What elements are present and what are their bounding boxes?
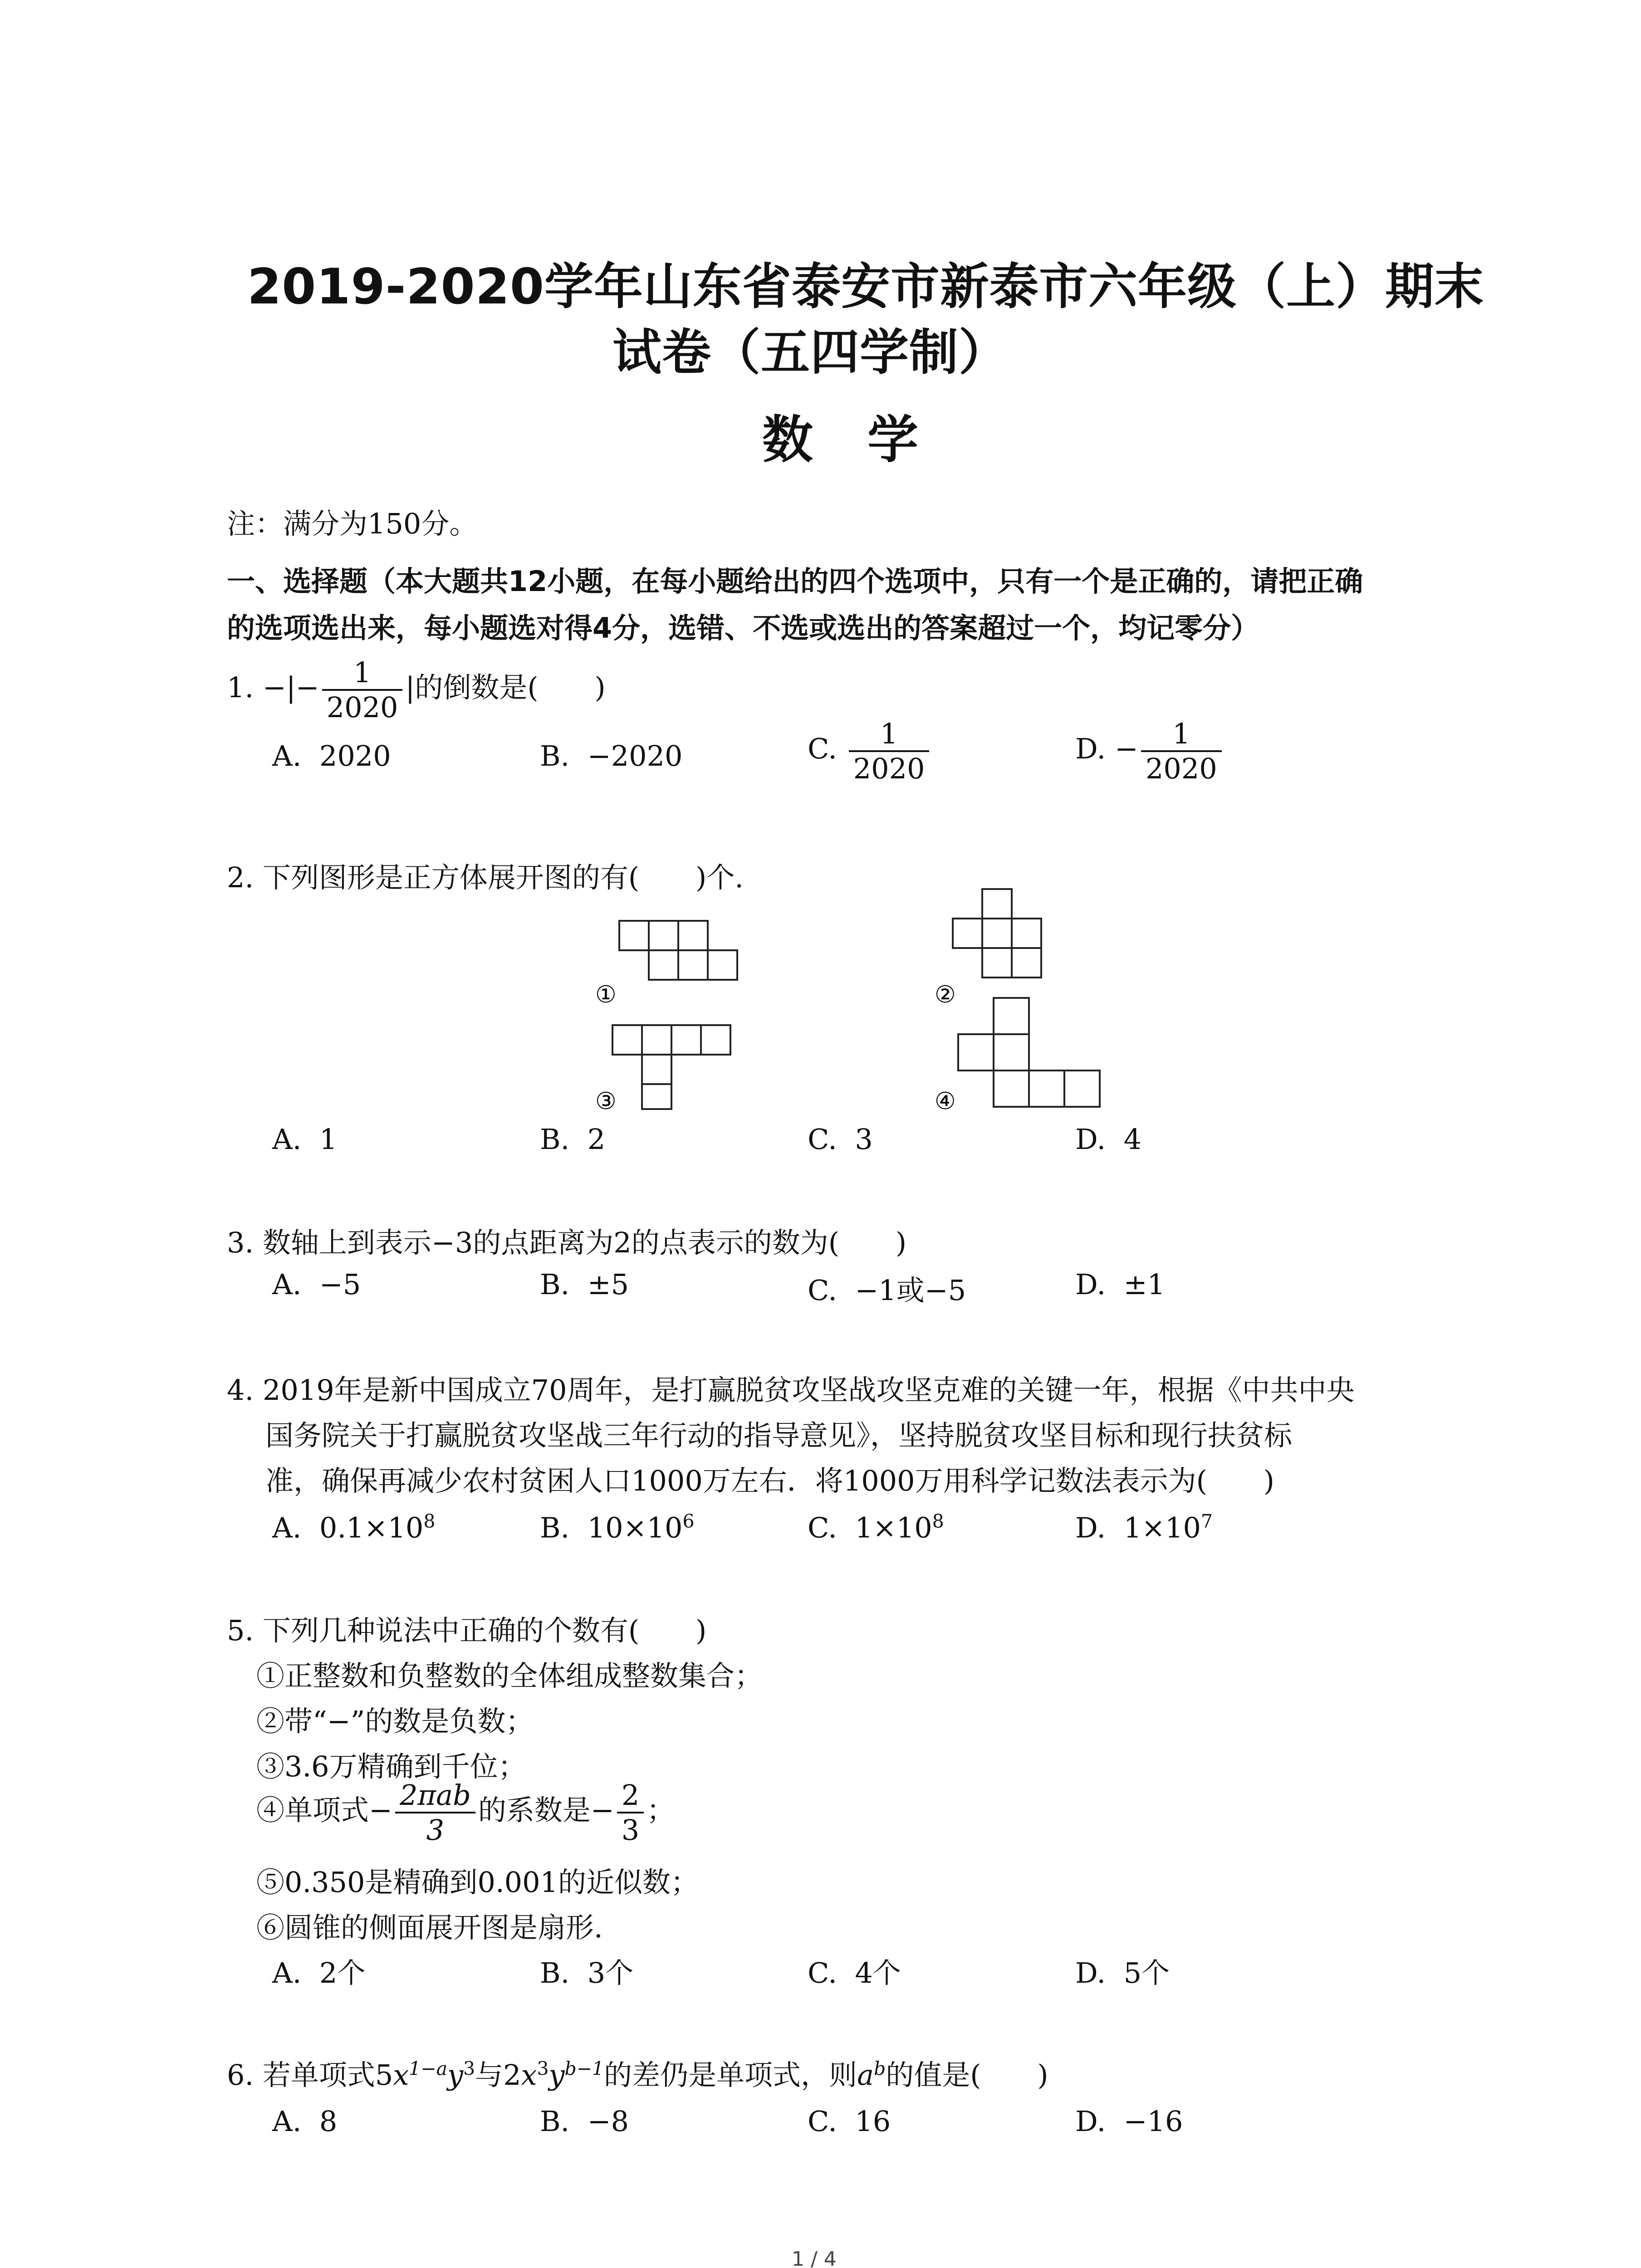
statement-3: ③3.6万精确到千位； [256,1750,526,1783]
statement-text: ； [647,1794,675,1827]
exam-title-line1: 2019-2020学年山东省泰安市新泰市六年级（上）期末 [247,259,1484,315]
cube-net-3 [590,1016,753,1129]
net-square [994,998,1029,1034]
fraction-numerator: 2 [617,1780,644,1813]
question-text: 的值是( ) [886,2058,1048,2092]
net-square [994,1034,1029,1070]
option-text: −8 [587,2105,629,2138]
question-number: 5. [227,1614,254,1647]
option-fraction [849,717,930,786]
option-text: −16 [1123,2105,1183,2138]
option-text: 2 [587,1123,606,1156]
option-label: A. [272,1123,302,1156]
q1-suffix: |的倒数是( ) [405,671,606,704]
net-square [982,919,1012,948]
option-text: ±5 [587,1268,629,1301]
option-label: A. [272,1511,302,1545]
cube-net-2 [930,885,1093,1012]
exam-title-line2: 试卷（五四学制） [612,324,1009,381]
option-label: B. [540,1511,570,1545]
question-5 [227,1608,706,1648]
option-label: A. [272,1268,302,1301]
option-text: 3 [855,1123,873,1156]
option-label: A. [272,2105,302,2138]
q1-option-b[interactable] [540,739,682,772]
q6-option-b[interactable] [540,2105,629,2138]
net-square [982,948,1012,978]
net-square [642,1055,671,1084]
exponent: b [874,2058,886,2080]
q5-option-b[interactable] [540,1950,633,1991]
net-square [619,921,649,950]
variable-x: x [393,2058,409,2092]
net-square [649,950,678,980]
option-text: 1×10 [855,1511,932,1545]
option-sign: − [1114,732,1138,766]
statement-text: 的系数是− [478,1794,614,1827]
option-text: 4个 [855,1956,901,1989]
option-label: B. [540,2105,570,2138]
statement-6: ⑥圆锥的侧面展开图是扇形. [256,1911,603,1944]
option-exponent: 8 [932,1510,944,1532]
question-number: 1. [227,671,254,704]
q1-prefix: −|− [262,671,319,704]
option-text: 16 [855,2105,891,2138]
question-4-line2: 国务院关于打赢脱贫攻坚战三年行动的指导意见》，坚持脱贫攻坚目标和现行扶贫标 [265,1419,1293,1452]
option-label: B. [540,1123,570,1156]
question-6 [227,2053,1048,2093]
net-square [958,1034,994,1070]
option-label: D. [1075,1956,1106,1989]
net-square [649,921,678,950]
option-exponent: 8 [423,1510,436,1532]
net-square [612,1025,642,1055]
q5-option-d[interactable] [1075,1950,1170,1991]
option-label: B. [540,1956,570,1989]
net-square [1064,1070,1100,1107]
question-1 [227,658,606,722]
fraction-denominator: 2020 [1145,752,1217,786]
exponent: b−1 [564,2058,604,2080]
page-number: 1 / 4 [792,2248,837,2268]
q4-option-d[interactable] [1075,1510,1213,1545]
statement-text: ④单项式− [256,1794,392,1827]
option-text: −2020 [587,739,683,772]
section-heading-line2: 的选项选出来，每小题选对得4分，选错、不选或选出的答案超过一个，均记零分） [227,611,1259,645]
option-label: D. [1075,2105,1106,2138]
option-label: D. [1075,1268,1106,1301]
option-text: 10×10 [587,1511,683,1545]
variable-a: a [857,2058,874,2092]
question-text: 下列图形是正方体展开图的有( )个. [262,861,744,894]
net-square [678,950,708,980]
net-square [642,1084,671,1109]
net-square [1012,948,1041,978]
option-text: 4 [1123,1123,1142,1156]
option-label: C. [808,1274,837,1307]
option-label: C. [808,2105,837,2138]
option-label: C. [808,1511,837,1545]
net-square [1029,1070,1064,1107]
q5-option-a[interactable] [272,1950,365,1991]
net-label-4: ④ [935,1088,956,1115]
q3-option-b[interactable] [540,1268,629,1301]
fraction-denominator: 2020 [853,752,925,786]
option-label: D. [1075,1511,1106,1545]
question-number: 4. [227,1374,254,1407]
exponent: 1−a [409,2058,447,2080]
monomial-fraction [395,1780,475,1845]
q2-option-d[interactable] [1075,1123,1141,1156]
option-text: −1或−5 [855,1274,966,1307]
coefficient-fraction [617,1780,644,1845]
question-text: 的差仍是单项式，则 [604,2058,857,2092]
net-square [671,1025,701,1055]
question-3 [227,1220,906,1261]
q3-option-a[interactable] [272,1268,361,1301]
question-text: 若单项式5 [262,2058,393,2092]
question-text: 与2 [475,2058,521,2092]
net-square [701,1025,730,1055]
variable-y: y [549,2058,565,2092]
net-square [642,1025,671,1055]
option-text: −5 [319,1268,361,1301]
option-text: 1×10 [1123,1511,1201,1545]
q6-option-d[interactable] [1075,2105,1183,2138]
exponent: 3 [537,2058,549,2080]
q4-option-c[interactable] [808,1510,944,1545]
question-number: 3. [227,1226,254,1259]
question-number: 6. [227,2058,254,2092]
net-label-2: ② [935,981,956,1008]
question-2 [227,855,744,895]
q1-fraction [322,658,403,722]
q4-option-a[interactable] [272,1510,435,1545]
net-label-1: ① [595,981,617,1008]
option-text: 0.1×10 [319,1511,424,1545]
fraction-denominator: 3 [621,1813,640,1847]
net-square [1012,919,1041,948]
statement-4 [256,1780,675,1845]
q3-option-c[interactable] [808,1268,966,1308]
option-text: 2个 [319,1956,366,1989]
q3-option-d[interactable] [1075,1268,1165,1301]
question-text: 下列几种说法中正确的个数有( ) [262,1614,707,1647]
cube-net-4 [930,993,1102,1125]
subject-title: 数学 [762,411,973,469]
option-text: 1 [319,1123,338,1156]
question-number: 2. [227,861,254,894]
fraction-numerator: 1 [849,719,930,752]
option-label: D. [1075,1123,1106,1156]
option-label: B. [540,1268,570,1301]
option-label: C. [808,1956,837,1989]
fraction-denominator: 3 [426,1813,445,1847]
q2-option-a[interactable] [272,1123,337,1156]
net-square [708,950,737,980]
option-label: A. [272,739,302,772]
variable-x: x [521,2058,537,2092]
option-label: B. [540,739,570,772]
q5-option-c[interactable] [808,1950,901,1991]
q1-option-c[interactable] [808,717,932,786]
question-4 [227,1368,1355,1408]
q6-option-a[interactable] [272,2105,337,2138]
fraction-numerator: 2πab [395,1780,475,1813]
option-text: 8 [319,2105,338,2138]
section-heading-line1: 一、选择题（本大题共12小题，在每小题给出的四个选项中，只有一个是正确的，请把正确 [227,565,1363,598]
option-label: D. [1075,732,1106,766]
score-note: 注：满分为150分。 [227,507,478,540]
q6-option-c[interactable] [808,2105,891,2138]
net-label-3: ③ [595,1088,617,1115]
question-text: 数轴上到表示−3的点距离为2的点表示的数为( ) [262,1226,907,1259]
option-text: ±1 [1123,1268,1166,1301]
net-square [953,919,982,948]
net-square [982,889,1012,919]
option-label: C. [808,732,837,766]
statement-2: ②带“−”的数是负数； [256,1705,534,1738]
question-text-line1: 2019年是新中国成立70周年，是打赢脱贫攻坚战攻坚克难的关键一年，根据《中共中央 [262,1374,1355,1407]
option-exponent: 7 [1200,1510,1213,1532]
exponent: 3 [463,2058,475,2080]
statement-1: ①正整数和负整数的全体组成整数集合； [256,1659,763,1692]
q4-option-b[interactable] [540,1510,694,1545]
q1-option-d[interactable] [1075,717,1225,786]
fraction-numerator: 1 [1141,719,1222,752]
option-exponent: 6 [682,1510,695,1532]
net-square [678,921,708,950]
statement-5: ⑤0.350是精确到0.001的近似数； [256,1866,699,1899]
option-text: 2020 [319,739,391,772]
net-square [994,1070,1029,1107]
q2-option-c[interactable] [808,1123,873,1156]
option-text: 3个 [587,1956,634,1989]
fraction-denominator: 2020 [326,691,398,724]
option-label: C. [808,1123,837,1156]
question-4-line3: 准，确保再减少农村贫困人口1000万左右．将1000万用科学记数法表示为( ) [265,1464,1274,1497]
option-label: A. [272,1956,302,1989]
q2-option-b[interactable] [540,1123,605,1156]
q1-option-a[interactable] [272,739,391,772]
fraction-numerator: 1 [322,658,403,691]
option-text: 5个 [1123,1956,1170,1989]
option-fraction [1141,717,1222,786]
variable-y: y [447,2058,464,2092]
